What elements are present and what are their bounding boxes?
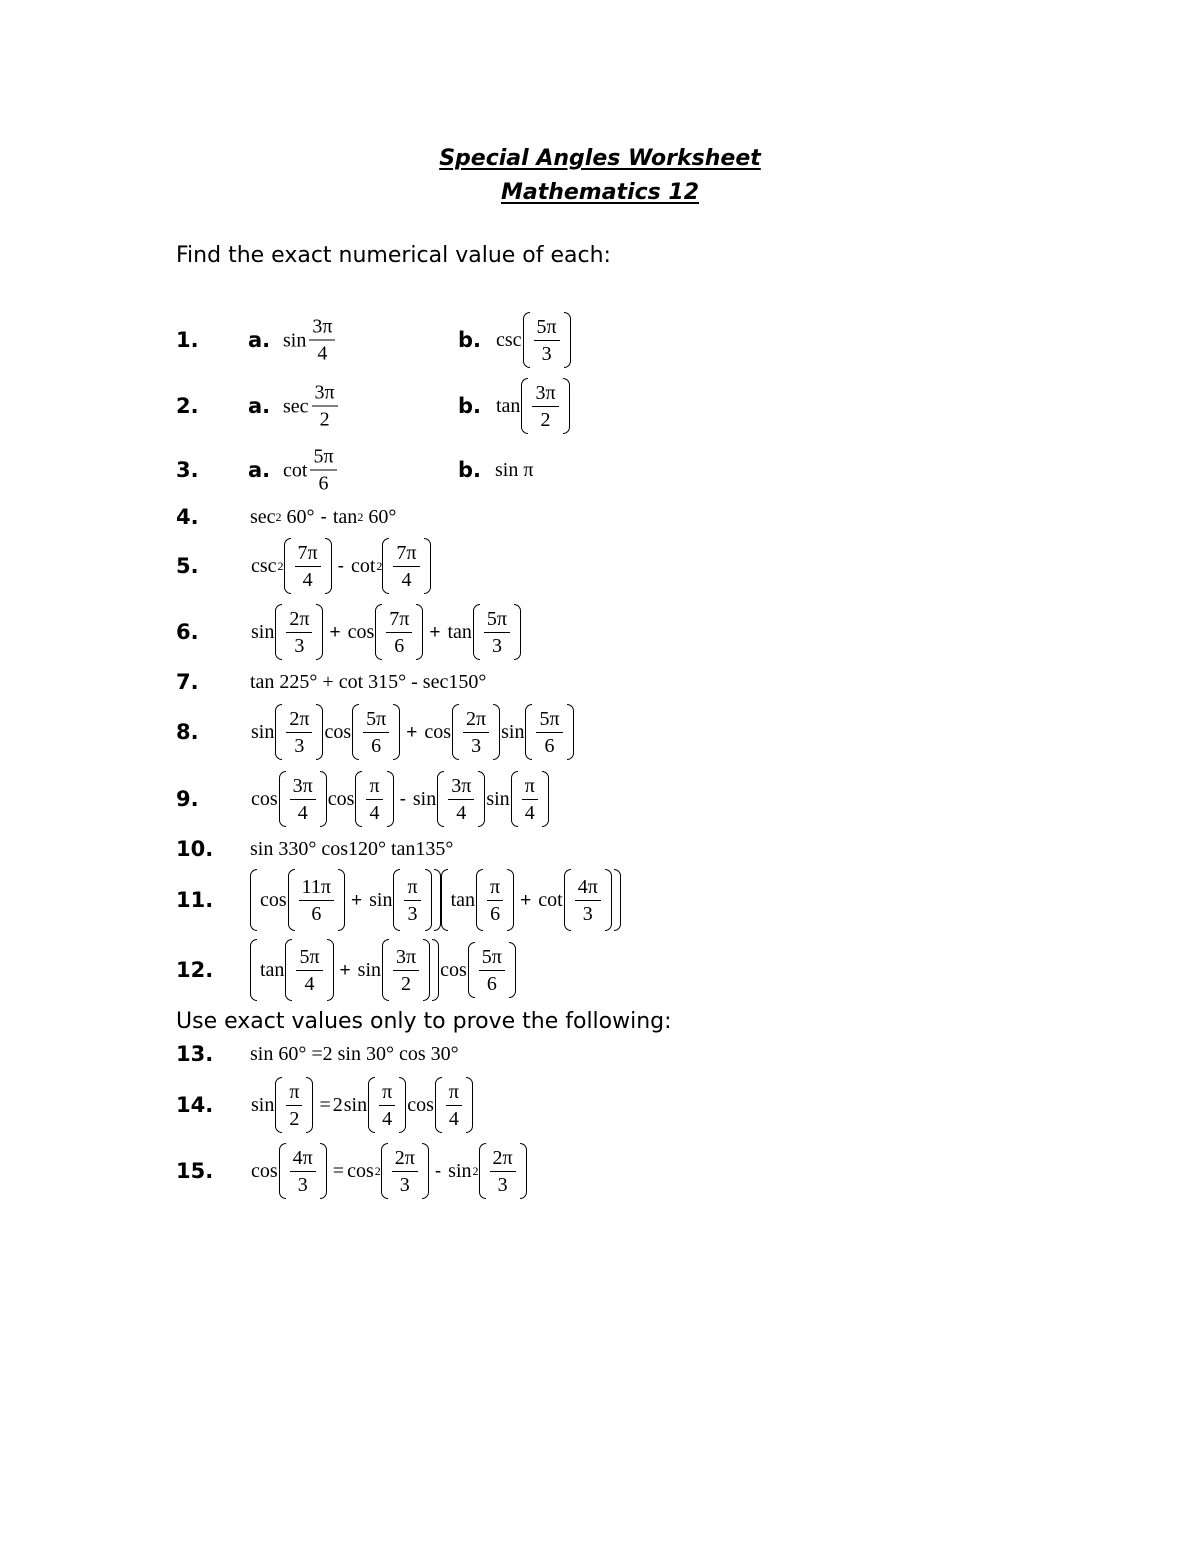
parentheses — [468, 942, 516, 998]
denominator: 3 — [491, 634, 502, 657]
numerator: 5π — [534, 316, 560, 341]
parentheses — [285, 939, 333, 1001]
function-name: tan — [447, 621, 472, 643]
function-name: cos — [440, 959, 467, 981]
problem-10 — [0, 837, 1200, 861]
plus-sign: + — [406, 721, 418, 743]
numerator: 7π — [386, 608, 412, 633]
expression-1b — [495, 312, 571, 368]
function-name: cos — [327, 788, 355, 810]
problem-number: 7. — [176, 670, 199, 694]
function-name: cos — [324, 721, 352, 743]
function-name: cos — [347, 1160, 374, 1182]
numerator: π — [404, 876, 420, 901]
denominator: 3 — [471, 734, 482, 757]
part-a-label: a. — [248, 394, 271, 418]
denominator: 4 — [382, 1107, 393, 1130]
problem-number: 10. — [176, 837, 214, 861]
problem-number: 8. — [176, 720, 199, 744]
denominator: 4 — [297, 801, 308, 824]
parentheses — [279, 771, 327, 827]
denominator: 2 — [289, 1107, 300, 1130]
worksheet-title — [0, 142, 1200, 210]
denominator: 2 — [540, 408, 551, 431]
denominator: 4 — [317, 342, 328, 365]
minus-sign: - — [337, 555, 344, 577]
problem-number: 4. — [176, 505, 199, 529]
parentheses — [523, 312, 571, 368]
parentheses — [435, 1077, 473, 1133]
denominator: 2 — [401, 972, 412, 995]
numerator: 5π — [484, 608, 510, 633]
expression-13 — [250, 1044, 459, 1064]
function-name: csc — [496, 329, 522, 351]
denominator: 2 — [319, 408, 330, 431]
function-name: tan — [332, 506, 358, 528]
function-name: sec — [283, 395, 309, 417]
function-name: sin — [251, 621, 275, 643]
parentheses — [382, 538, 430, 594]
instruction-heading: Find the exact numerical value of each: — [176, 243, 611, 268]
problem-number: 13. — [176, 1042, 214, 1066]
expression-2b — [495, 378, 570, 434]
denominator: 3 — [407, 902, 418, 925]
expression-text: sin π — [495, 459, 534, 481]
denominator: 6 — [490, 902, 501, 925]
problem-7 — [0, 670, 1200, 694]
part-b-label: b. — [458, 458, 482, 482]
outer-parentheses — [441, 869, 621, 931]
parentheses — [284, 538, 332, 594]
problem-4 — [0, 505, 1200, 529]
denominator: 3 — [497, 1173, 508, 1196]
numerator: 4π — [575, 876, 601, 901]
numerator: π — [446, 1081, 462, 1106]
expression-14 — [250, 1077, 473, 1133]
function-name: sin — [251, 721, 275, 743]
angle: 60° — [368, 506, 397, 528]
denominator: 4 — [524, 801, 535, 824]
plus-sign: + — [520, 889, 532, 911]
numerator: π — [487, 876, 503, 901]
outer-parentheses — [250, 939, 439, 1001]
expression-2a — [282, 382, 340, 431]
numerator: π — [286, 1081, 302, 1106]
problem-number: 11. — [176, 888, 214, 912]
expression-3a — [282, 446, 339, 495]
outer-parentheses — [250, 869, 441, 931]
numerator: 2π — [463, 708, 489, 733]
numerator: 3π — [448, 775, 474, 800]
function-name: sin — [343, 1094, 368, 1116]
plus-sign: + — [339, 959, 351, 981]
denominator: 6 — [311, 902, 322, 925]
expression-3b — [495, 460, 533, 480]
expression-10 — [250, 839, 453, 859]
angle: 60° — [286, 506, 315, 528]
numerator: π — [366, 775, 382, 800]
plus-sign: + — [329, 621, 341, 643]
numerator: 2π — [392, 1147, 418, 1172]
expression-4: sec 2 60° - tan 2 60° — [250, 506, 397, 528]
expression-7 — [250, 672, 486, 692]
function-name: cot — [538, 889, 563, 911]
problem-number: 1. — [176, 328, 199, 352]
expression-12 — [250, 939, 516, 1001]
function-name: csc — [251, 555, 277, 577]
parentheses — [473, 604, 521, 660]
function-name: cos — [424, 721, 452, 743]
numerator: 7π — [393, 542, 419, 567]
function-name: sin — [448, 1160, 472, 1182]
coefficient: 2 — [332, 1094, 343, 1116]
expression-text: sin 330° cos120° tan135° — [250, 838, 454, 860]
numerator: 5π — [536, 708, 562, 733]
numerator: 3π — [393, 946, 419, 971]
parentheses — [525, 704, 573, 760]
denominator: 3 — [294, 734, 305, 757]
denominator: 4 — [302, 568, 313, 591]
function-name: tan — [496, 395, 521, 417]
numerator: 2π — [286, 708, 312, 733]
problem-number: 5. — [176, 554, 199, 578]
parentheses — [352, 704, 400, 760]
parentheses — [479, 1143, 527, 1199]
plus-sign: + — [351, 889, 363, 911]
function-name: cot — [350, 555, 376, 577]
denominator: 6 — [486, 972, 497, 995]
parentheses — [382, 939, 430, 1001]
parentheses — [368, 1077, 406, 1133]
function-name: sin — [501, 721, 525, 743]
function-name: sin — [486, 788, 510, 810]
numerator: 2π — [490, 1147, 516, 1172]
parentheses — [275, 604, 323, 660]
parentheses — [375, 604, 423, 660]
numerator: 5π — [296, 946, 322, 971]
function-name: sin — [369, 889, 393, 911]
numerator: 5π — [479, 946, 505, 971]
fraction — [310, 446, 336, 495]
numerator: 11π — [299, 876, 334, 901]
denominator: 4 — [369, 801, 380, 824]
parentheses — [355, 771, 393, 827]
equals-sign: = — [332, 1160, 345, 1182]
expression-8 — [250, 704, 574, 760]
minus-sign: - — [320, 506, 327, 528]
expression-text: sin 60° =2 sin 30° cos 30° — [250, 1043, 459, 1065]
parentheses — [511, 771, 549, 827]
numerator: 3π — [532, 382, 558, 407]
minus-sign: - — [399, 788, 406, 810]
parentheses — [476, 869, 514, 931]
denominator: 3 — [297, 1173, 308, 1196]
expression-text: tan 225° + cot 315° - sec150° — [250, 671, 487, 693]
denominator: 6 — [544, 734, 555, 757]
parentheses — [275, 704, 323, 760]
parentheses — [279, 1143, 327, 1199]
fraction — [312, 382, 338, 431]
function-name: cos — [407, 1094, 434, 1116]
expression-9 — [250, 771, 549, 827]
function-name: sin — [412, 788, 437, 810]
equals-sign: = — [319, 1094, 331, 1116]
problem-number: 2. — [176, 394, 199, 418]
parentheses — [381, 1143, 429, 1199]
numerator: 7π — [295, 542, 321, 567]
denominator: 3 — [294, 634, 305, 657]
problem-number: 14. — [176, 1093, 214, 1117]
expression-11 — [250, 869, 621, 931]
problem-number: 6. — [176, 620, 199, 644]
problem-13 — [0, 1042, 1200, 1066]
part-a-label: a. — [248, 328, 271, 352]
title-line-2: Mathematics 12 — [500, 180, 700, 205]
part-b-label: b. — [458, 394, 482, 418]
numerator: 5π — [310, 446, 336, 471]
denominator: 3 — [399, 1173, 410, 1196]
problem-14 — [0, 1080, 1200, 1130]
function-name: tan — [450, 889, 476, 911]
function-name: sin — [251, 1094, 275, 1116]
denominator: 4 — [456, 801, 467, 824]
expression-6 — [250, 604, 521, 660]
function-name: sin — [283, 329, 307, 351]
function-name: cot — [283, 459, 308, 481]
function-name: cos — [251, 788, 278, 810]
plus-sign: + — [429, 621, 441, 643]
part-a-label: a. — [248, 458, 271, 482]
expression-15: cos $\frac{4\pi}{3}$ = cos 2 $\frac{2\pi}{3}$ - sin 2 $\frac{2\pi}{3}$ — [250, 1143, 527, 1199]
part-b-label: b. — [458, 328, 482, 352]
expression-1a — [282, 316, 337, 365]
denominator: 3 — [582, 902, 593, 925]
minus-sign: - — [434, 1160, 442, 1182]
numerator: π — [379, 1081, 395, 1106]
parentheses — [564, 869, 612, 931]
denominator: 3 — [541, 342, 552, 365]
problem-number: 15. — [176, 1159, 214, 1183]
function-name: cos — [251, 1160, 278, 1182]
numerator: 2π — [286, 608, 312, 633]
numerator: 3π — [309, 316, 335, 341]
denominator: 6 — [371, 734, 382, 757]
function-name: cos — [260, 889, 287, 911]
function-name: tan — [260, 959, 285, 981]
problem-number: 12. — [176, 958, 214, 982]
numerator: 5π — [363, 708, 389, 733]
denominator: 4 — [304, 972, 315, 995]
numerator: π — [522, 775, 538, 800]
parentheses — [452, 704, 500, 760]
title-line-1: Special Angles Worksheet — [439, 146, 761, 171]
denominator: 6 — [394, 634, 405, 657]
parentheses — [521, 378, 569, 434]
denominator: 4 — [448, 1107, 459, 1130]
parentheses — [393, 869, 431, 931]
function-name: cos — [347, 621, 375, 643]
numerator: 3π — [312, 382, 338, 407]
problem-number: 3. — [176, 458, 199, 482]
problem-number: 9. — [176, 787, 199, 811]
fraction — [309, 316, 335, 365]
instruction-heading-proofs: Use exact values only to prove the following: — [176, 1009, 672, 1034]
expression-5: csc 2 $\frac{7\pi}{4}$ - cot 2 $\frac{7\pi}{4}$ — [250, 538, 431, 594]
numerator: 3π — [290, 775, 316, 800]
function-name: sin — [357, 959, 381, 981]
denominator: 4 — [401, 568, 412, 591]
parentheses — [275, 1077, 313, 1133]
parentheses — [437, 771, 485, 827]
denominator: 6 — [318, 472, 329, 495]
function-name: sec — [250, 506, 276, 528]
numerator: 4π — [290, 1147, 316, 1172]
parentheses — [288, 869, 345, 931]
